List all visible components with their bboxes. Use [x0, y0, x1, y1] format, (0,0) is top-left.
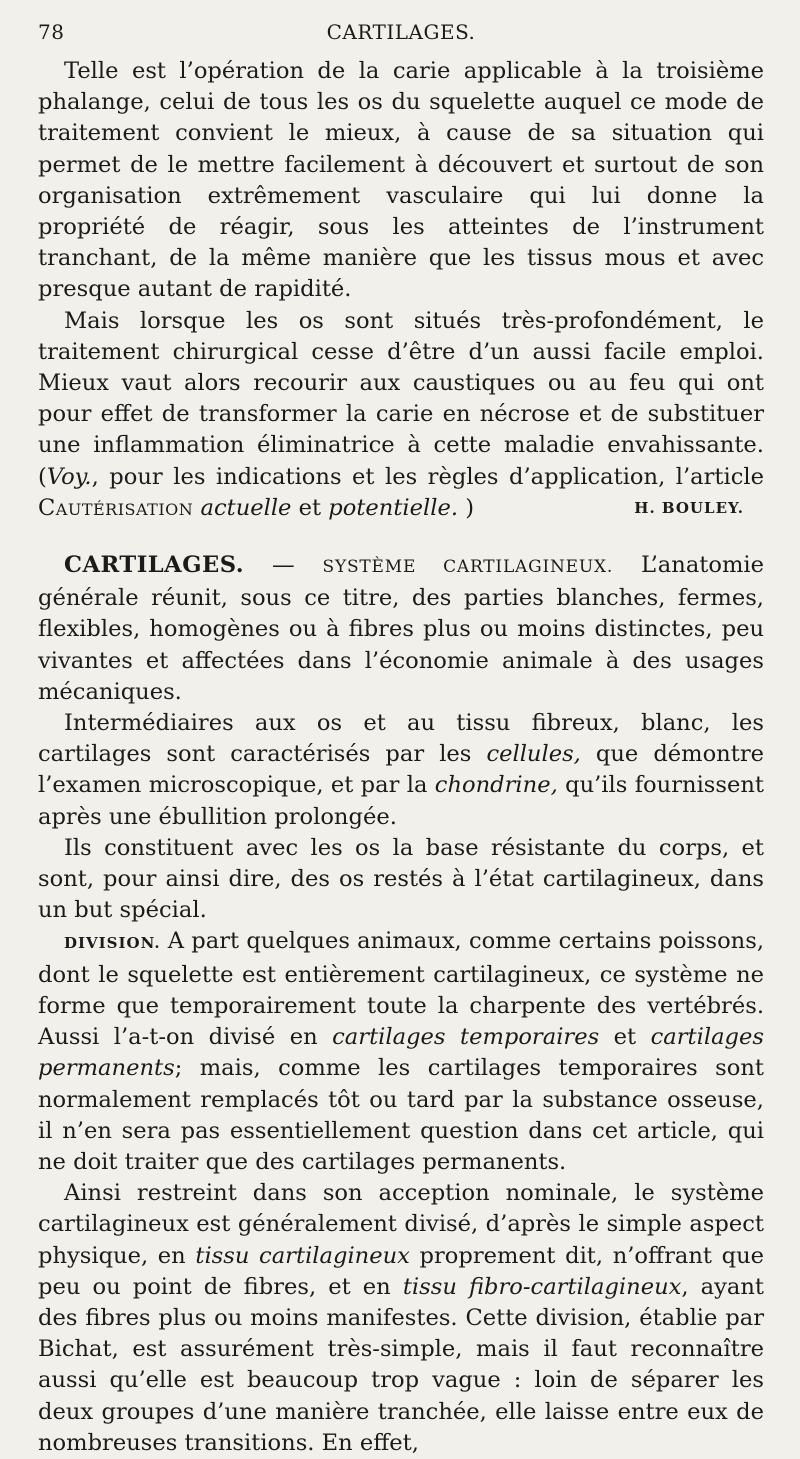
text-segment: qu’ils fournissent après une ébullition prolongée.: [38, 772, 764, 830]
heading-dash: —: [244, 552, 323, 579]
italic-potentielle: potentielle.: [328, 494, 459, 521]
division-label: DIVISION.: [64, 934, 161, 953]
text-segment: proprement dit, n’offrant que peu ou point de fibres, et en: [38, 1242, 765, 1300]
author-signature: H. BOULEY.: [634, 498, 744, 517]
text-segment: et: [291, 494, 329, 521]
italic-cartilages-temporaires: cartilages temporaires: [332, 1024, 600, 1051]
page-header: [38, 16, 764, 48]
paragraph-cartilages-intro: [38, 550, 764, 708]
italic-tissu-cartilagineux: tissu cartilagineux: [195, 1242, 410, 1269]
page-number: 78: [38, 20, 65, 44]
text-segment: ): [458, 494, 475, 521]
paragraph-caries-operation: Telle est l’opération de la carie applicable à la troisième phalange, celui de tous les os du squelette auquel ce mode de traitement convient le mieux, à cause de sa situation qui permet de le mettre facilement à découvert et surtout de son organisation extrêmement vasculaire qui lui donne la propriété de réagir, sous les atteintes de l’instrument tranchant, de la même manière que les tissus mous et avec presque autant de rapidité.: [38, 58, 764, 303]
text-segment: , ayant des fibres plus ou moins manifestes. Cette division, établie par Bichat, est assurément très-simple, mais il faut reconnaître aussi qu’elle est beaucoup trop vague : loin de séparer les deux groupes d’une manière tranchée, elle laisse entre eux de nombreuses transitions. En effet,: [38, 1273, 764, 1456]
paragraph-ainsi-restreint: [38, 1178, 764, 1459]
text-segment: ; mais, comme les cartilages temporaires sont normalement remplacés tôt ou tard par la substance osseuse, il n’en sera pas essentiellement question dans cet article, qui ne doit traiter que des cartilages permanents.: [38, 1055, 764, 1175]
text-segment: L’anatomie générale réunit, sous ce titre, des parties blanches, fermes, flexibles, homogènes ou à fibres plus ou moins distinctes, peu vivantes et affectées dans l’économie animale à des usages mécaniques.: [38, 552, 764, 705]
text-segment: , pour les indications et les règles d’application, l’article: [91, 463, 764, 490]
text-segment: et: [599, 1024, 651, 1051]
paragraph-deep-bones: [38, 306, 764, 524]
body-text: [38, 56, 764, 1459]
text-segment: que démontre l’examen microscopique, et par la: [38, 741, 764, 799]
text-segment: Intermédiaires aux os et au tissu fibreux, blanc, les cartilages sont caractérisés par les: [38, 710, 764, 768]
paragraph-intermediaires: [38, 708, 764, 833]
italic-cellules: cellules,: [486, 741, 581, 768]
italic-chondrine: chondrine,: [434, 772, 558, 799]
text-segment: Ainsi restreint dans son acception nominale, le système cartilagineux est généralement divisé, d’après le simple aspect physique, en: [38, 1180, 764, 1269]
article-heading: CARTILAGES.: [64, 552, 245, 579]
italic-voy: Voy.: [46, 463, 92, 490]
running-title: CARTILAGES.: [326, 20, 476, 44]
paragraph-base-resistante: Ils constituent avec les os la base résistante du corps, et sont, pour ainsi dire, des os restés à l’état cartilagineux, dans un but spécial.: [38, 834, 764, 924]
article-reference-cauterisation: Cautérisation: [38, 494, 194, 521]
article-subheading: SYSTÈME CARTILAGINEUX.: [322, 557, 614, 578]
italic-actuelle: actuelle: [200, 494, 292, 521]
paragraph-division: [38, 926, 764, 1178]
italic-cartilages-permanents: cartilages permanents: [38, 1024, 764, 1082]
italic-tissu-fibro-cartilagineux: tissu fibro-cartilagineux: [402, 1273, 682, 1300]
text-segment: A part quelques animaux, comme certains poissons, dont le squelette est entièrement cartilagineux, ce système ne forme que temporairement toute la charpente des vertébrés. Aussi l’a-t-on divisé en: [38, 928, 764, 1051]
text-segment: Mais lorsque les os sont situés très-profondément, le traitement chirurgical cesse d’être d’un aussi facile emploi. Mieux vaut alors recourir aux caustiques ou au feu qui ont pour effet de transformer la carie en nécrose et de substituer une inflammation éliminatrice à cette maladie envahissante. (: [38, 307, 764, 490]
